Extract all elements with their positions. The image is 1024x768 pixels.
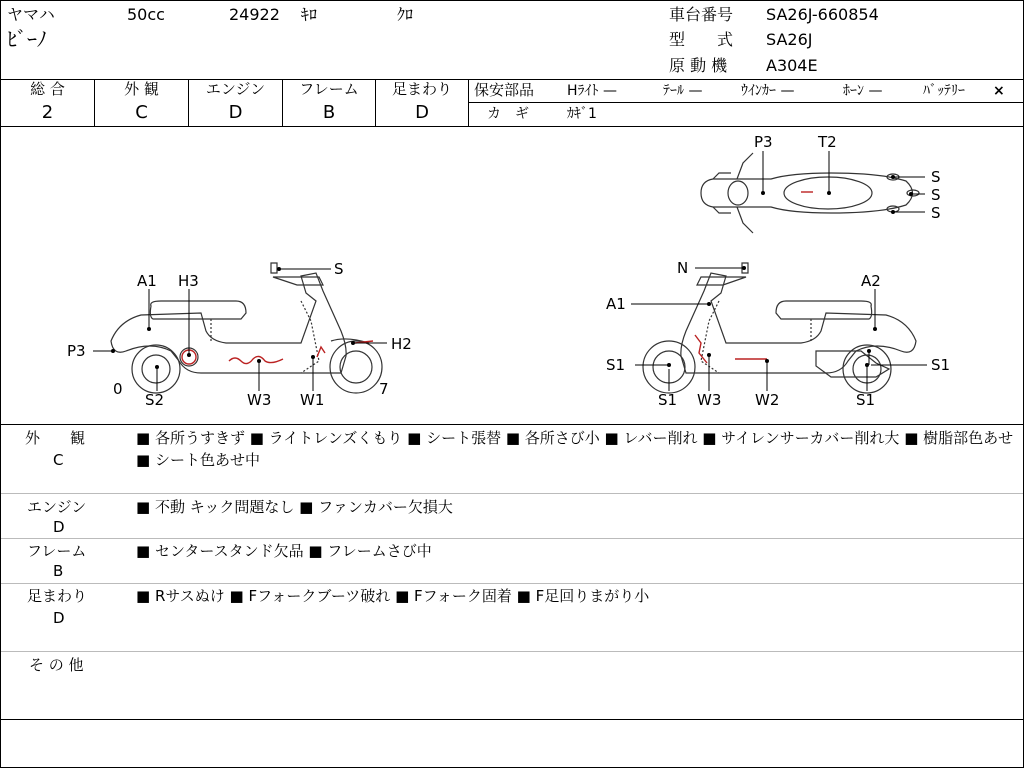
divider (1, 424, 1023, 425)
engine-label: 原 動 機 (669, 56, 728, 75)
marker-dots (111, 175, 913, 369)
grade-appearance-label: 外 観 (124, 80, 159, 98)
label-right-w2: W2 (755, 391, 780, 409)
mileage-unit: ｷﾛ (301, 5, 318, 24)
section-other-label: そ の 他 (29, 656, 84, 674)
divider (1, 538, 1023, 539)
winker-status: ｳｲﾝｶｰ — (741, 83, 795, 99)
label-left-7: 7 (379, 380, 389, 398)
mileage: 24922 (229, 5, 280, 24)
headlight-status: Hﾗｲﾄ — (567, 83, 617, 99)
grade-appearance-value: C (135, 102, 148, 123)
label-left-a1: A1 (137, 272, 157, 290)
label-right-s1-wheel: S1 (658, 391, 678, 409)
model-name: ﾋﾞｰﾉ (7, 27, 47, 51)
grade-suspension-label: 足まわり (391, 80, 452, 98)
divider (1, 719, 1023, 720)
displacement: 50cc (127, 5, 165, 24)
section-suspension-text: ■ Rサスぬけ ■ Fフォークブーツ破れ ■ Fフォーク固着 ■ F足回りまがり小 (136, 587, 650, 605)
section-engine-text: ■ 不動 キック問題なし ■ ファンカバー欠損大 (136, 498, 453, 516)
section-suspension-label: 足まわり (27, 587, 88, 605)
label-right-s1-bottom: S1 (856, 391, 876, 409)
label-right-a1: A1 (606, 295, 626, 313)
section-frame-grade: B (53, 562, 64, 580)
key-value: ｶｷﾞ1 (567, 106, 597, 122)
label-left-s: S (334, 260, 344, 278)
section-suspension-grade: D (53, 609, 65, 627)
grade-engine-label: エンジン (205, 80, 266, 98)
divider (1, 651, 1023, 652)
label-right-a2: A2 (861, 272, 881, 290)
section-engine-label: エンジン (27, 498, 87, 516)
frame-no-label: 車台番号 (669, 5, 734, 24)
grade-overall-value: 2 (41, 102, 54, 123)
battery-label: ﾊﾞｯﾃﾘｰ (923, 83, 965, 99)
label-top-t2: T2 (818, 133, 837, 151)
label-left-w3: W3 (247, 391, 272, 409)
section-appearance-label: 外 観 (25, 429, 86, 447)
section-frame-label: フレーム (27, 542, 87, 560)
model-label: 型 式 (669, 30, 734, 49)
label-right-s1-rear: S1 (931, 356, 951, 374)
label-top-p3: P3 (754, 133, 773, 151)
label-left-p3: P3 (67, 342, 86, 360)
section-appearance-text: ■ 各所うすきず ■ ライトレンズくもり ■ シート張替 ■ 各所さび小 ■ レバー削れ ■ サイレンサーカバー削れ大 ■ 樹脂部色あせ ■ シート色あせ中 (136, 429, 1014, 469)
label-left-w1: W1 (300, 391, 325, 409)
grade-frame-value: B (322, 102, 336, 123)
label-top-s1: S (931, 168, 941, 186)
divider (468, 79, 469, 126)
label-right-n: N (677, 259, 689, 277)
label-left-h3: H3 (178, 272, 199, 290)
horn-status: ﾎｰﾝ — (843, 83, 883, 99)
grade-engine-value: D (228, 102, 243, 123)
frame-no: SA26J-660854 (766, 5, 879, 24)
label-top-s3: S (931, 204, 941, 222)
section-appearance-grade: C (53, 451, 64, 469)
section-frame-text: ■ センタースタンド欠品 ■ フレームさび中 (136, 542, 432, 560)
grade-frame-label: フレーム (299, 80, 359, 98)
model-code: SA26J (766, 30, 813, 49)
grade-overall-label: 総 合 (30, 80, 65, 98)
battery-status: × (993, 83, 1005, 99)
taillight-status: ﾃｰﾙ — (663, 83, 703, 99)
label-right-w3: W3 (697, 391, 722, 409)
label-right-s1-front: S1 (606, 356, 626, 374)
divider (1, 493, 1023, 494)
safety-parts-label: 保安部品 (474, 81, 535, 99)
label-left-0: 0 (113, 380, 123, 398)
key-label: カ ギ (487, 106, 529, 122)
section-engine-grade: D (53, 518, 65, 536)
scooter-top-view (701, 153, 919, 233)
leader-lines (93, 151, 927, 391)
divider (1, 583, 1023, 584)
damage-diagram (1, 127, 1023, 424)
divider (469, 102, 1023, 103)
engine-code: A304E (766, 56, 818, 75)
grade-suspension-value: D (415, 102, 429, 123)
label-left-h2: H2 (391, 335, 412, 353)
label-top-s2: S (931, 186, 941, 204)
maker: ヤマハ (7, 5, 55, 24)
color: ｸﾛ (397, 5, 414, 24)
label-left-s2: S2 (145, 391, 165, 409)
